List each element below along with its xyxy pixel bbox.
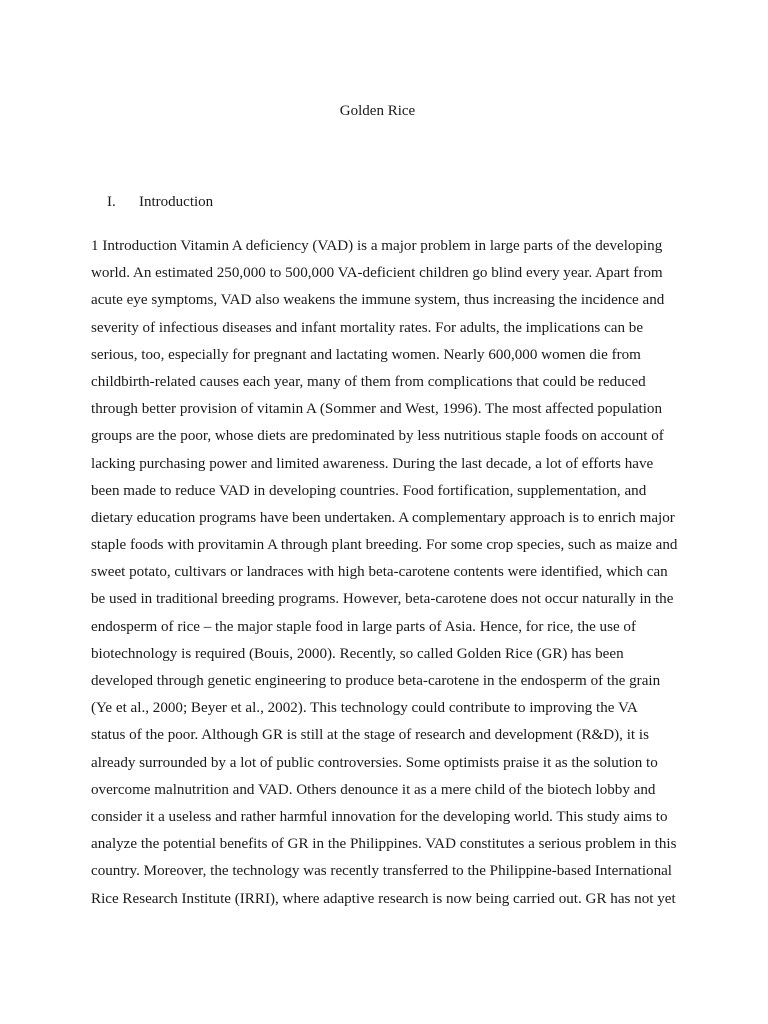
text-line: consider it a useless and rather harmful innovation for the developing world. This study aims to <box>91 808 668 825</box>
text-line: sweet potato, cultivars or landraces with high beta-carotene contents were identified, which can <box>91 564 668 581</box>
body-text <box>91 236 691 916</box>
text-line: groups are the poor, whose diets are predominated by less nutritious staple foods on account of <box>91 428 664 445</box>
text-line: staple foods with provitamin A through plant breeding. For some crop species, such as maize and <box>91 537 678 554</box>
text-line: serious, too, especially for pregnant and lactating women. Nearly 600,000 women die from <box>91 346 641 363</box>
text-line: lacking purchasing power and limited awareness. During the last decade, a lot of efforts have <box>91 455 654 472</box>
text-line: severity of infectious diseases and infant mortality rates. For adults, the implications can be <box>91 319 644 336</box>
text-line: been made to reduce VAD in developing countries. Food fortification, supplementation, and <box>91 482 647 499</box>
section-title: Introduction <box>139 194 214 210</box>
text-line: 1 Introduction Vitamin A deficiency (VAD) is a major problem in large parts of the developing <box>91 238 663 254</box>
text-line: already surrounded by a lot of public controversies. Some optimists praise it as the solution to <box>91 754 658 771</box>
text-line: country. Moreover, the technology was recently transferred to the Philippine-based International <box>91 863 673 880</box>
section-number: I. <box>107 194 116 210</box>
text-line: (Ye et al., 2000; Beyer et al., 2002). This technology could contribute to improving the VA <box>91 700 638 717</box>
document-title: Golden Rice <box>339 103 416 119</box>
text-line: through better provision of vitamin A (Sommer and West, 1996). The most affected population <box>91 401 662 418</box>
section-heading <box>107 193 213 211</box>
text-line: endosperm of rice – the major staple food in large parts of Asia. Hence, for rice, the use of <box>91 618 637 635</box>
text-line: dietary education programs have been undertaken. A complementary approach is to enrich major <box>91 509 675 526</box>
text-line: biotechnology is required (Bouis, 2000). Recently, so called Golden Rice (GR) has been <box>91 645 624 662</box>
text-line: be used in traditional breeding programs. However, beta-carotene does not occur naturally in the <box>91 591 674 608</box>
text-line: developed through genetic engineering to produce beta-carotene in the endosperm of the grain <box>91 673 661 689</box>
text-line: analyze the potential benefits of GR in the Philippines. VAD constitutes a serious problem in this <box>91 836 677 853</box>
text-line: Rice Research Institute (IRRI), where adaptive research is now being carried out. GR has not yet <box>91 890 676 907</box>
text-line: status of the poor. Although GR is still at the stage of research and development (R&D), it is <box>91 727 649 744</box>
text-line: childbirth-related causes each year, many of them from complications that could be reduced <box>91 373 646 390</box>
text-line: acute eye symptoms, VAD also weakens the immune system, thus increasing the incidence and <box>91 292 665 309</box>
text-line: world. An estimated 250,000 to 500,000 VA-deficient children go blind every year. Apart from <box>91 265 663 282</box>
text-line: overcome malnutrition and VAD. Others denounce it as a mere child of the biotech lobby and <box>91 781 656 798</box>
